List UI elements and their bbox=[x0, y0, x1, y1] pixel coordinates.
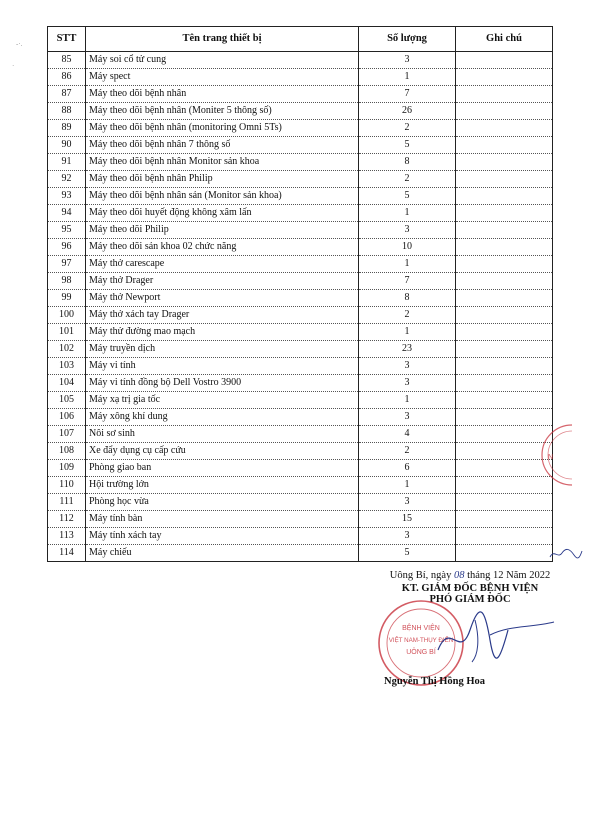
row-stt: 98 bbox=[48, 273, 86, 290]
row-note bbox=[456, 528, 553, 545]
row-equipment-name: Máy theo dõi bệnh nhân (Moniter 5 thông số) bbox=[86, 103, 359, 120]
date-prefix: Uông Bí, ngày bbox=[389, 570, 452, 581]
row-quantity: 8 bbox=[359, 154, 456, 171]
row-quantity: 5 bbox=[359, 545, 456, 562]
row-note bbox=[456, 324, 553, 341]
table-row bbox=[48, 86, 553, 103]
row-stt: 89 bbox=[48, 120, 86, 137]
row-stt: 101 bbox=[48, 324, 86, 341]
row-note bbox=[456, 120, 553, 137]
row-stt: 88 bbox=[48, 103, 86, 120]
row-note bbox=[456, 171, 553, 188]
table-row bbox=[48, 324, 553, 341]
signer-title-line1: KT. GIÁM ĐỐC BỆNH VIỆN bbox=[401, 583, 539, 594]
table-row bbox=[48, 256, 553, 273]
row-stt: 106 bbox=[48, 409, 86, 426]
row-note bbox=[456, 154, 553, 171]
table-row bbox=[48, 137, 553, 154]
scan-speck: · bbox=[12, 62, 15, 70]
header-stt: STT bbox=[48, 27, 86, 52]
row-stt: 93 bbox=[48, 188, 86, 205]
row-quantity: 5 bbox=[359, 188, 456, 205]
table-row bbox=[48, 188, 553, 205]
row-equipment-name: Máy theo dõi bệnh nhân 7 thông số bbox=[86, 137, 359, 154]
row-note bbox=[456, 545, 553, 562]
row-quantity: 3 bbox=[359, 222, 456, 239]
row-quantity: 1 bbox=[359, 256, 456, 273]
row-note bbox=[456, 103, 553, 120]
row-stt: 103 bbox=[48, 358, 86, 375]
table-row bbox=[48, 307, 553, 324]
row-note bbox=[456, 341, 553, 358]
table-row bbox=[48, 511, 553, 528]
table-row bbox=[48, 426, 553, 443]
row-stt: 92 bbox=[48, 171, 86, 188]
row-quantity: 10 bbox=[359, 239, 456, 256]
row-equipment-name: Nôi sơ sinh bbox=[86, 426, 359, 443]
table-row bbox=[48, 120, 553, 137]
row-equipment-name: Máy truyền dịch bbox=[86, 341, 359, 358]
row-note bbox=[456, 494, 553, 511]
row-stt: 94 bbox=[48, 205, 86, 222]
row-note bbox=[456, 375, 553, 392]
row-quantity: 7 bbox=[359, 86, 456, 103]
row-stt: 112 bbox=[48, 511, 86, 528]
row-equipment-name: Máy theo dõi Philip bbox=[86, 222, 359, 239]
initials-signature bbox=[548, 545, 584, 563]
row-stt: 86 bbox=[48, 69, 86, 86]
table-row bbox=[48, 52, 553, 69]
row-quantity: 8 bbox=[359, 290, 456, 307]
row-note bbox=[456, 290, 553, 307]
row-quantity: 3 bbox=[359, 409, 456, 426]
row-equipment-name: Máy thở carescape bbox=[86, 256, 359, 273]
row-equipment-name: Máy theo dõi huyết động không xâm lấn bbox=[86, 205, 359, 222]
row-equipment-name: Máy theo dõi bệnh nhân sản (Monitor sản khoa) bbox=[86, 188, 359, 205]
row-stt: 102 bbox=[48, 341, 86, 358]
row-stt: 109 bbox=[48, 460, 86, 477]
table-row bbox=[48, 392, 553, 409]
row-stt: 91 bbox=[48, 154, 86, 171]
row-note bbox=[456, 358, 553, 375]
row-quantity: 15 bbox=[359, 511, 456, 528]
row-stt: 113 bbox=[48, 528, 86, 545]
row-equipment-name: Máy tính xách tay bbox=[86, 528, 359, 545]
row-stt: 96 bbox=[48, 239, 86, 256]
row-stt: 111 bbox=[48, 494, 86, 511]
row-quantity: 23 bbox=[359, 341, 456, 358]
row-stt: 108 bbox=[48, 443, 86, 460]
row-quantity: 3 bbox=[359, 494, 456, 511]
table-header-row bbox=[48, 27, 553, 52]
row-quantity: 1 bbox=[359, 205, 456, 222]
table-row bbox=[48, 375, 553, 392]
row-equipment-name: Máy thử đường mao mạch bbox=[86, 324, 359, 341]
table-row bbox=[48, 239, 553, 256]
partial-stamp-edge bbox=[532, 415, 572, 495]
row-equipment-name: Máy spect bbox=[86, 69, 359, 86]
row-quantity: 2 bbox=[359, 120, 456, 137]
table-row bbox=[48, 290, 553, 307]
row-note bbox=[456, 205, 553, 222]
row-stt: 95 bbox=[48, 222, 86, 239]
table-row bbox=[48, 69, 553, 86]
row-note bbox=[456, 137, 553, 154]
row-quantity: 1 bbox=[359, 69, 456, 86]
table-row bbox=[48, 477, 553, 494]
row-note bbox=[456, 392, 553, 409]
table-row bbox=[48, 443, 553, 460]
table-row bbox=[48, 103, 553, 120]
table-row bbox=[48, 528, 553, 545]
table-row bbox=[48, 358, 553, 375]
row-quantity: 3 bbox=[359, 528, 456, 545]
table-row bbox=[48, 494, 553, 511]
row-equipment-name: Hội trường lớn bbox=[86, 477, 359, 494]
row-equipment-name: Máy tính bàn bbox=[86, 511, 359, 528]
row-equipment-name: Máy chiếu bbox=[86, 545, 359, 562]
row-stt: 114 bbox=[48, 545, 86, 562]
row-equipment-name: Máy soi cổ tử cung bbox=[86, 52, 359, 69]
row-note bbox=[456, 188, 553, 205]
stamp-line3: UÔNG BÍ bbox=[406, 649, 436, 656]
row-quantity: 1 bbox=[359, 392, 456, 409]
row-note bbox=[456, 511, 553, 528]
row-note bbox=[456, 307, 553, 324]
row-quantity: 5 bbox=[359, 137, 456, 154]
handwritten-signature bbox=[430, 600, 560, 670]
header-note: Ghi chú bbox=[456, 27, 553, 52]
table-row bbox=[48, 341, 553, 358]
row-note bbox=[456, 52, 553, 69]
table-row bbox=[48, 545, 553, 562]
row-quantity: 7 bbox=[359, 273, 456, 290]
row-stt: 107 bbox=[48, 426, 86, 443]
row-equipment-name: Máy theo dõi bệnh nhân bbox=[86, 86, 359, 103]
svg-text:N: N bbox=[548, 454, 554, 461]
signer-name: Nguyễn Thị Hồng Hoa bbox=[384, 676, 486, 687]
row-stt: 90 bbox=[48, 137, 86, 154]
stamp-line2: VIỆT NAM-THỤY ĐIỂN bbox=[388, 637, 454, 644]
row-equipment-name: Phòng giao ban bbox=[86, 460, 359, 477]
row-equipment-name: Máy theo dõi sản khoa 02 chức năng bbox=[86, 239, 359, 256]
row-equipment-name: Máy xạ trị gia tốc bbox=[86, 392, 359, 409]
row-note bbox=[456, 69, 553, 86]
row-equipment-name: Máy xông khí dung bbox=[86, 409, 359, 426]
row-stt: 100 bbox=[48, 307, 86, 324]
row-equipment-name: Phòng học vừa bbox=[86, 494, 359, 511]
row-quantity: 2 bbox=[359, 307, 456, 324]
row-equipment-name: Máy vi tính đồng bộ Dell Vostro 3900 bbox=[86, 375, 359, 392]
table-row bbox=[48, 222, 553, 239]
row-equipment-name: Máy thở Drager bbox=[86, 273, 359, 290]
row-stt: 87 bbox=[48, 86, 86, 103]
date-day-handwritten: 08 bbox=[453, 570, 465, 581]
row-stt: 97 bbox=[48, 256, 86, 273]
equipment-table bbox=[47, 26, 553, 562]
row-quantity: 3 bbox=[359, 375, 456, 392]
row-stt: 105 bbox=[48, 392, 86, 409]
row-quantity: 4 bbox=[359, 426, 456, 443]
table-row bbox=[48, 205, 553, 222]
row-quantity: 1 bbox=[359, 477, 456, 494]
stamp-line1: BỆNH VIỆN bbox=[402, 625, 440, 632]
date-rest: tháng 12 Năm 2022 bbox=[467, 570, 551, 581]
table-row bbox=[48, 154, 553, 171]
row-equipment-name: Xe đẩy dụng cụ cấp cứu bbox=[86, 443, 359, 460]
row-quantity: 2 bbox=[359, 443, 456, 460]
signer-title-line2: PHÓ GIÁM ĐỐC bbox=[429, 594, 511, 605]
scan-speck: -·. bbox=[16, 40, 23, 48]
row-quantity: 26 bbox=[359, 103, 456, 120]
row-note bbox=[456, 239, 553, 256]
row-equipment-name: Máy thở xách tay Drager bbox=[86, 307, 359, 324]
row-note bbox=[456, 273, 553, 290]
table-row bbox=[48, 460, 553, 477]
row-stt: 99 bbox=[48, 290, 86, 307]
row-equipment-name: Máy thở Newport bbox=[86, 290, 359, 307]
row-quantity: 3 bbox=[359, 52, 456, 69]
table-row bbox=[48, 171, 553, 188]
row-note bbox=[456, 86, 553, 103]
row-equipment-name: Máy theo dõi bệnh nhân Monitor sản khoa bbox=[86, 154, 359, 171]
row-stt: 110 bbox=[48, 477, 86, 494]
signing-date bbox=[360, 570, 580, 581]
table-body bbox=[48, 52, 553, 562]
row-equipment-name: Máy theo dõi bệnh nhân (monitoring Omni 5Ts) bbox=[86, 120, 359, 137]
row-stt: 85 bbox=[48, 52, 86, 69]
row-quantity: 6 bbox=[359, 460, 456, 477]
table-row bbox=[48, 409, 553, 426]
header-equipment-name: Tên trang thiết bị bbox=[86, 27, 359, 52]
row-note bbox=[456, 256, 553, 273]
row-stt: 104 bbox=[48, 375, 86, 392]
row-note bbox=[456, 222, 553, 239]
row-quantity: 2 bbox=[359, 171, 456, 188]
table-row bbox=[48, 273, 553, 290]
row-quantity: 1 bbox=[359, 324, 456, 341]
row-quantity: 3 bbox=[359, 358, 456, 375]
header-quantity: Số lượng bbox=[359, 27, 456, 52]
row-equipment-name: Máy theo dõi bệnh nhân Philip bbox=[86, 171, 359, 188]
row-equipment-name: Máy vi tính bbox=[86, 358, 359, 375]
